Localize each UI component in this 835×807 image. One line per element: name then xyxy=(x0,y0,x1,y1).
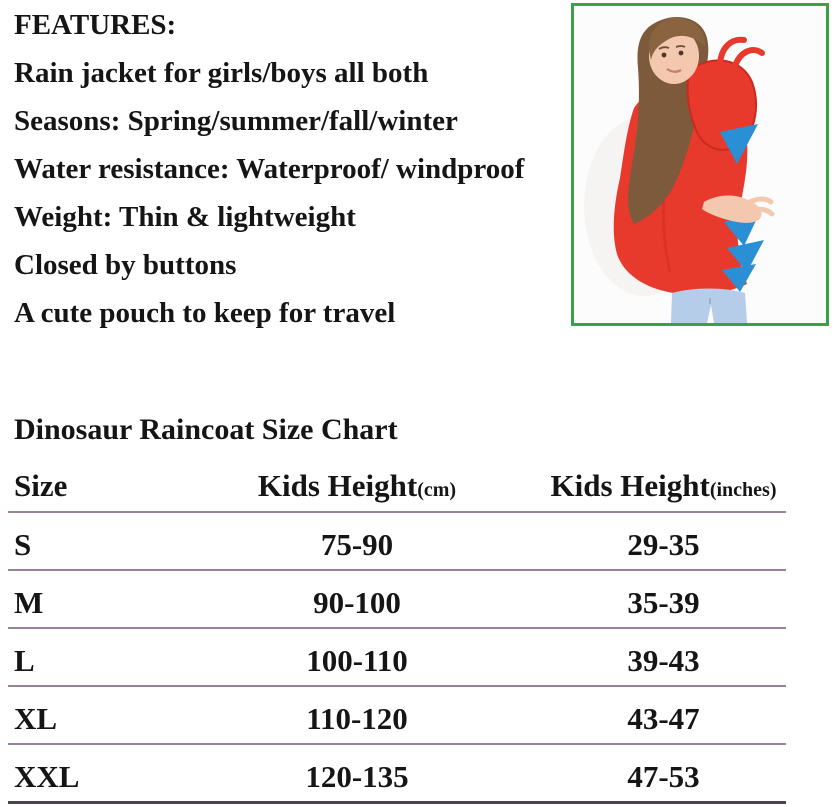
column-header-cm-label: Kids Height xyxy=(257,468,418,503)
unit-inches: (inches) xyxy=(709,479,777,501)
table-row-xxl xyxy=(8,744,786,803)
height-inches-cell: 47-53 xyxy=(541,744,786,803)
feature-line: A cute pouch to keep for travel xyxy=(14,297,396,329)
table-row-l xyxy=(8,628,786,686)
finger xyxy=(750,199,771,202)
size-cell: M xyxy=(8,570,173,628)
height-inches-cell: 35-39 xyxy=(541,570,786,628)
column-header-size xyxy=(8,460,173,512)
features-heading: FEATURES: xyxy=(14,9,177,41)
height-cm-cell: 75-90 xyxy=(173,512,541,570)
table-row-s xyxy=(8,512,786,570)
girl-eyebrow xyxy=(676,46,685,47)
column-header-size-label: Size xyxy=(14,468,68,503)
feature-line: Water resistance: Waterproof/ windproof xyxy=(14,153,525,185)
feature-line: Seasons: Spring/summer/fall/winter xyxy=(14,105,458,137)
height-inches-cell: 39-43 xyxy=(541,628,786,686)
height-cm-cell: 90-100 xyxy=(173,570,541,628)
size-chart-header-row xyxy=(8,460,786,512)
unit-cm: (cm) xyxy=(417,479,457,501)
feature-line: Closed by buttons xyxy=(14,249,237,281)
size-chart-title: Dinosaur Raincoat Size Chart xyxy=(14,413,398,446)
table-row-m xyxy=(8,570,786,628)
table-row-xl xyxy=(8,686,786,744)
jeans xyxy=(671,289,747,324)
column-header-kids-height-inches xyxy=(541,460,786,512)
size-chart-table xyxy=(8,460,786,804)
height-cm-cell: 100-110 xyxy=(173,628,541,686)
size-cell: XXL xyxy=(8,744,173,803)
size-cell: XL xyxy=(8,686,173,744)
height-inches-cell: 29-35 xyxy=(541,512,786,570)
hood-horn xyxy=(735,50,762,66)
features-section xyxy=(14,1,524,337)
girl-eye xyxy=(662,53,667,58)
girl-in-dinosaur-raincoat-illustration xyxy=(574,6,826,323)
height-cm-cell: 110-120 xyxy=(173,686,541,744)
height-cm-cell: 120-135 xyxy=(173,744,541,803)
column-header-inches-label: Kids Height xyxy=(550,468,710,503)
girl-eye xyxy=(679,51,684,56)
height-inches-cell: 43-47 xyxy=(541,686,786,744)
product-photo xyxy=(571,3,829,326)
feature-line: Rain jacket for girls/boys all both xyxy=(14,57,429,89)
size-cell: L xyxy=(8,628,173,686)
feature-line: Weight: Thin & lightweight xyxy=(14,201,356,233)
column-header-kids-height-cm xyxy=(173,460,541,512)
size-cell: S xyxy=(8,512,173,570)
